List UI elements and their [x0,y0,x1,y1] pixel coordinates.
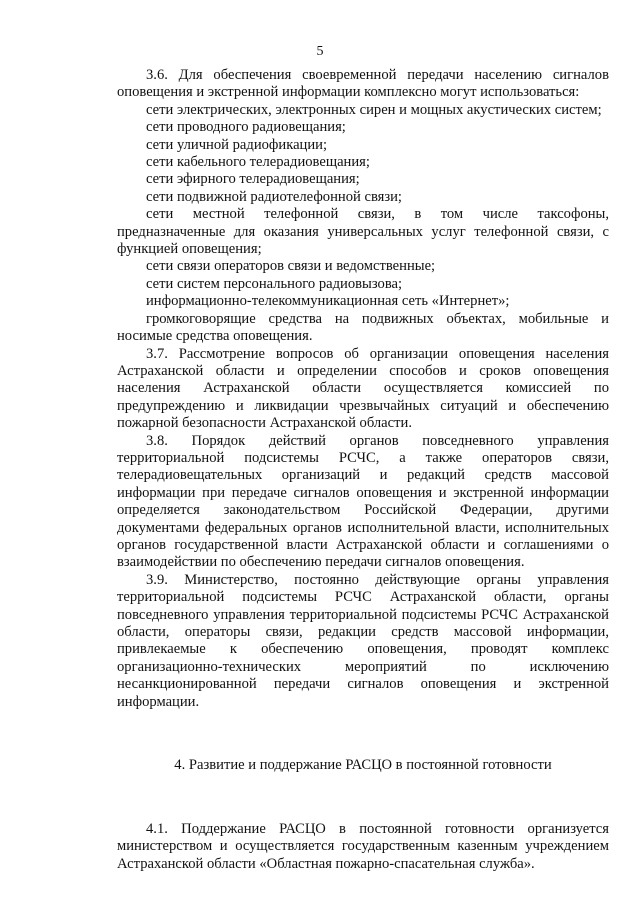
list-item: сети эфирного телерадиовещания; [146,171,360,188]
list-item: сети подвижной радиотелефонной связи; [146,188,402,205]
paragraph-3-8: 3.8. Порядок действий органов повседневного управления территориальной подсистемы РСЧС, а также операторов связи, телерадиовещательных организаций и редакций средств массовой информации при передаче сигналов оповещения и экстренной информации определяется законодательством Российской Федерации, другими документами федеральных органов исполнительной власти, исполнительных органов государственной власти Астраханской области и соглашениями о взаимодействии по обеспечению передачи сигналов оповещения. [117,432,609,571]
paragraph-3-9: 3.9. Министерство, постоянно действующие органы управления территориальной подсистемы РСЧС Астраханской области, органы повседневного управления территориальной подсистемы РСЧС Астраханской области, операторы связи, редакции средств массовой информации, привлекаемые к обеспечению оповещения, проводят комплекс организационно-технических мероприятий по исключению несанкционированной передачи сигналов оповещения и экстренной информации. [117,571,609,710]
list-item: сети кабельного телерадиовещания; [146,154,370,171]
page-number: 5 [316,44,324,59]
list-item: сети систем персонального радиовызова; [146,275,403,292]
section-4-text [117,821,609,873]
list-item: сети связи операторов связи и ведомственные; [146,258,436,275]
list-item: сети уличной радиофикации; [146,136,328,153]
paragraph-3-6-intro: 3.6. Для обеспечения своевременной передачи населению сигналов оповещения и экстренной информации комплексно могут использоваться: [117,67,609,101]
list-item: сети электрических, электронных сирен и мощных акустических систем; [146,101,602,118]
section-heading: 4. Развитие и поддержание РАСЦО в постоянной готовности [174,757,552,773]
list-item: громкоговорящие средства на подвижных объектах, мобильные и носимые средства оповещения. [117,310,609,345]
list-item: информационно-телекоммуникационная сеть «Интернет»; [146,293,510,310]
list-item: сети местной телефонной связи, в том числе таксофоны, предназначенные для оказания универсальных услуг телефонной связи, с функцией оповещения; [117,206,609,258]
paragraph-4-1: 4.1. Поддержание РАСЦО в постоянной готовности организуется министерством и осуществляется государственным казенным учреждением Астраханской области «Областная пожарно-спасательная служба». [117,821,609,872]
section-3-text [117,67,609,711]
list-item: сети проводного радиовещания; [146,119,346,136]
section-4-heading-block [117,757,609,774]
paragraph-3-7: 3.7. Рассмотрение вопросов об организации оповещения населения Астраханской области и определении способов и сроков оповещения населения Астраханской области осуществляется комиссией по предупреждению и ликвидации чрезвычайных ситуаций и обеспечению пожарной безопасности Астраханской области. [117,345,609,432]
